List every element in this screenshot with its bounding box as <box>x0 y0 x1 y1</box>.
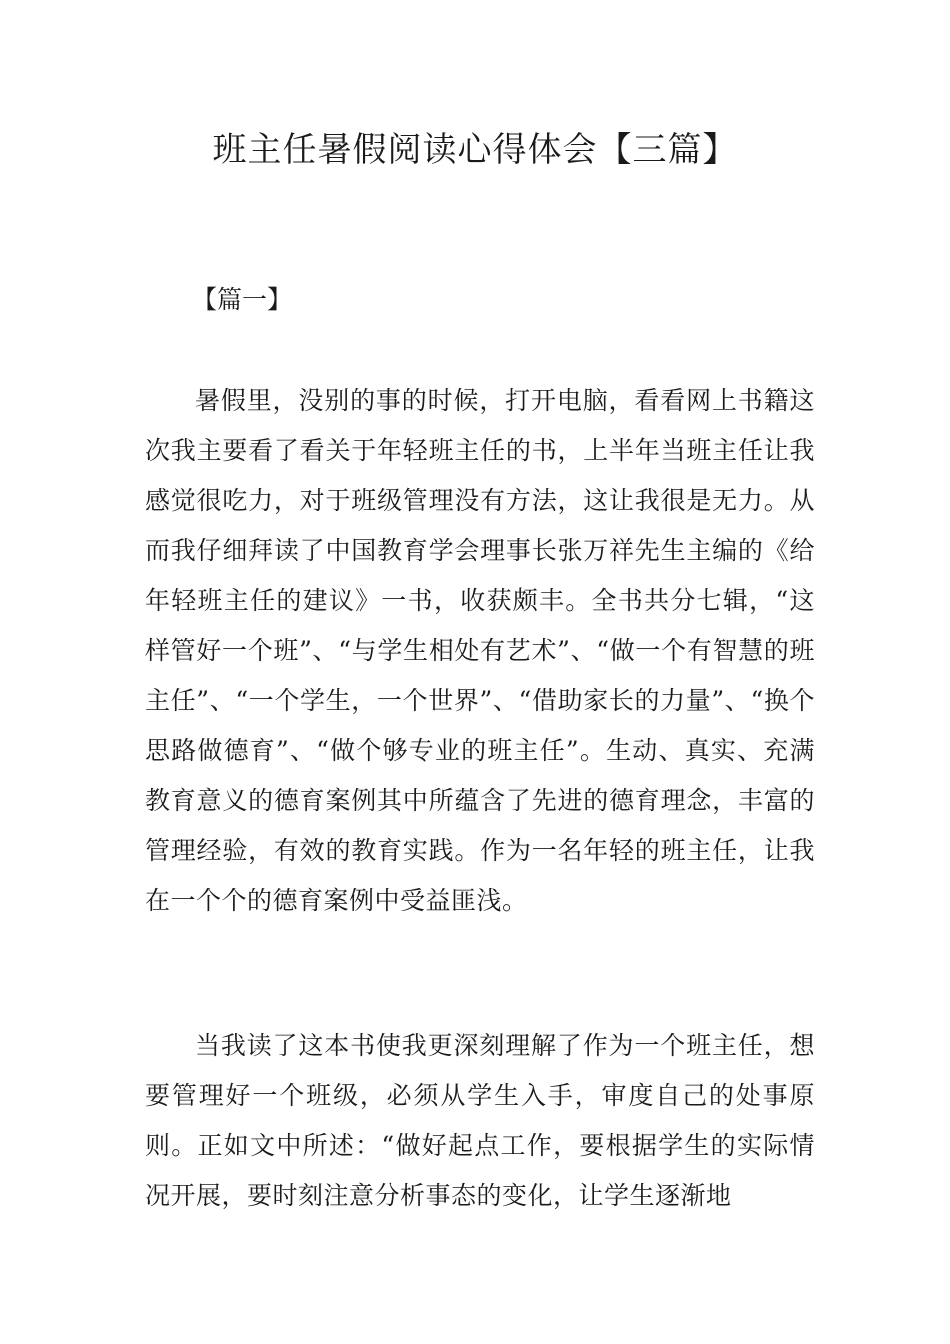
section-label: 【篇一】 <box>192 285 293 314</box>
paragraph: 当我读了这本书使我更深刻理解了作为一个班主任，想要管理好一个班级，必须从学生入手，审度自己的处事原则。正如文中所述：“做好起点工作，要根据学生的实际情况开展，要时刻注意分析事态的变化，让学生逐渐地 <box>145 1031 815 1210</box>
paragraph: 暑假里，没别的事的时候，打开电脑，看看网上书籍这次我主要看了看关于年轻班主任的书，上半年当班主任让我感觉很吃力，对于班级管理没有方法，这让我很是无力。从而我仔细拜读了中国教育学会理事长张万祥先生主编的《给年轻班主任的建议》一书，收获颇丰。全书共分七辑，“这样管好一个班”、“与学生相处有艺术”、“做一个有智慧的班主任”、“一个学生，一个世界”、“借助家长的力量”、“换个思路做德育”、“做个够专业的班主任”。生动、真实、充满教育意义的德育案例其中所蕴含了先进的德育理念，丰富的管理经验，有效的教育实践。作为一名年轻的班主任，让我在一个个的德育案例中受益匪浅。 <box>145 386 815 915</box>
document-title: 班主任暑假阅读心得体会【三篇】 <box>212 130 738 170</box>
